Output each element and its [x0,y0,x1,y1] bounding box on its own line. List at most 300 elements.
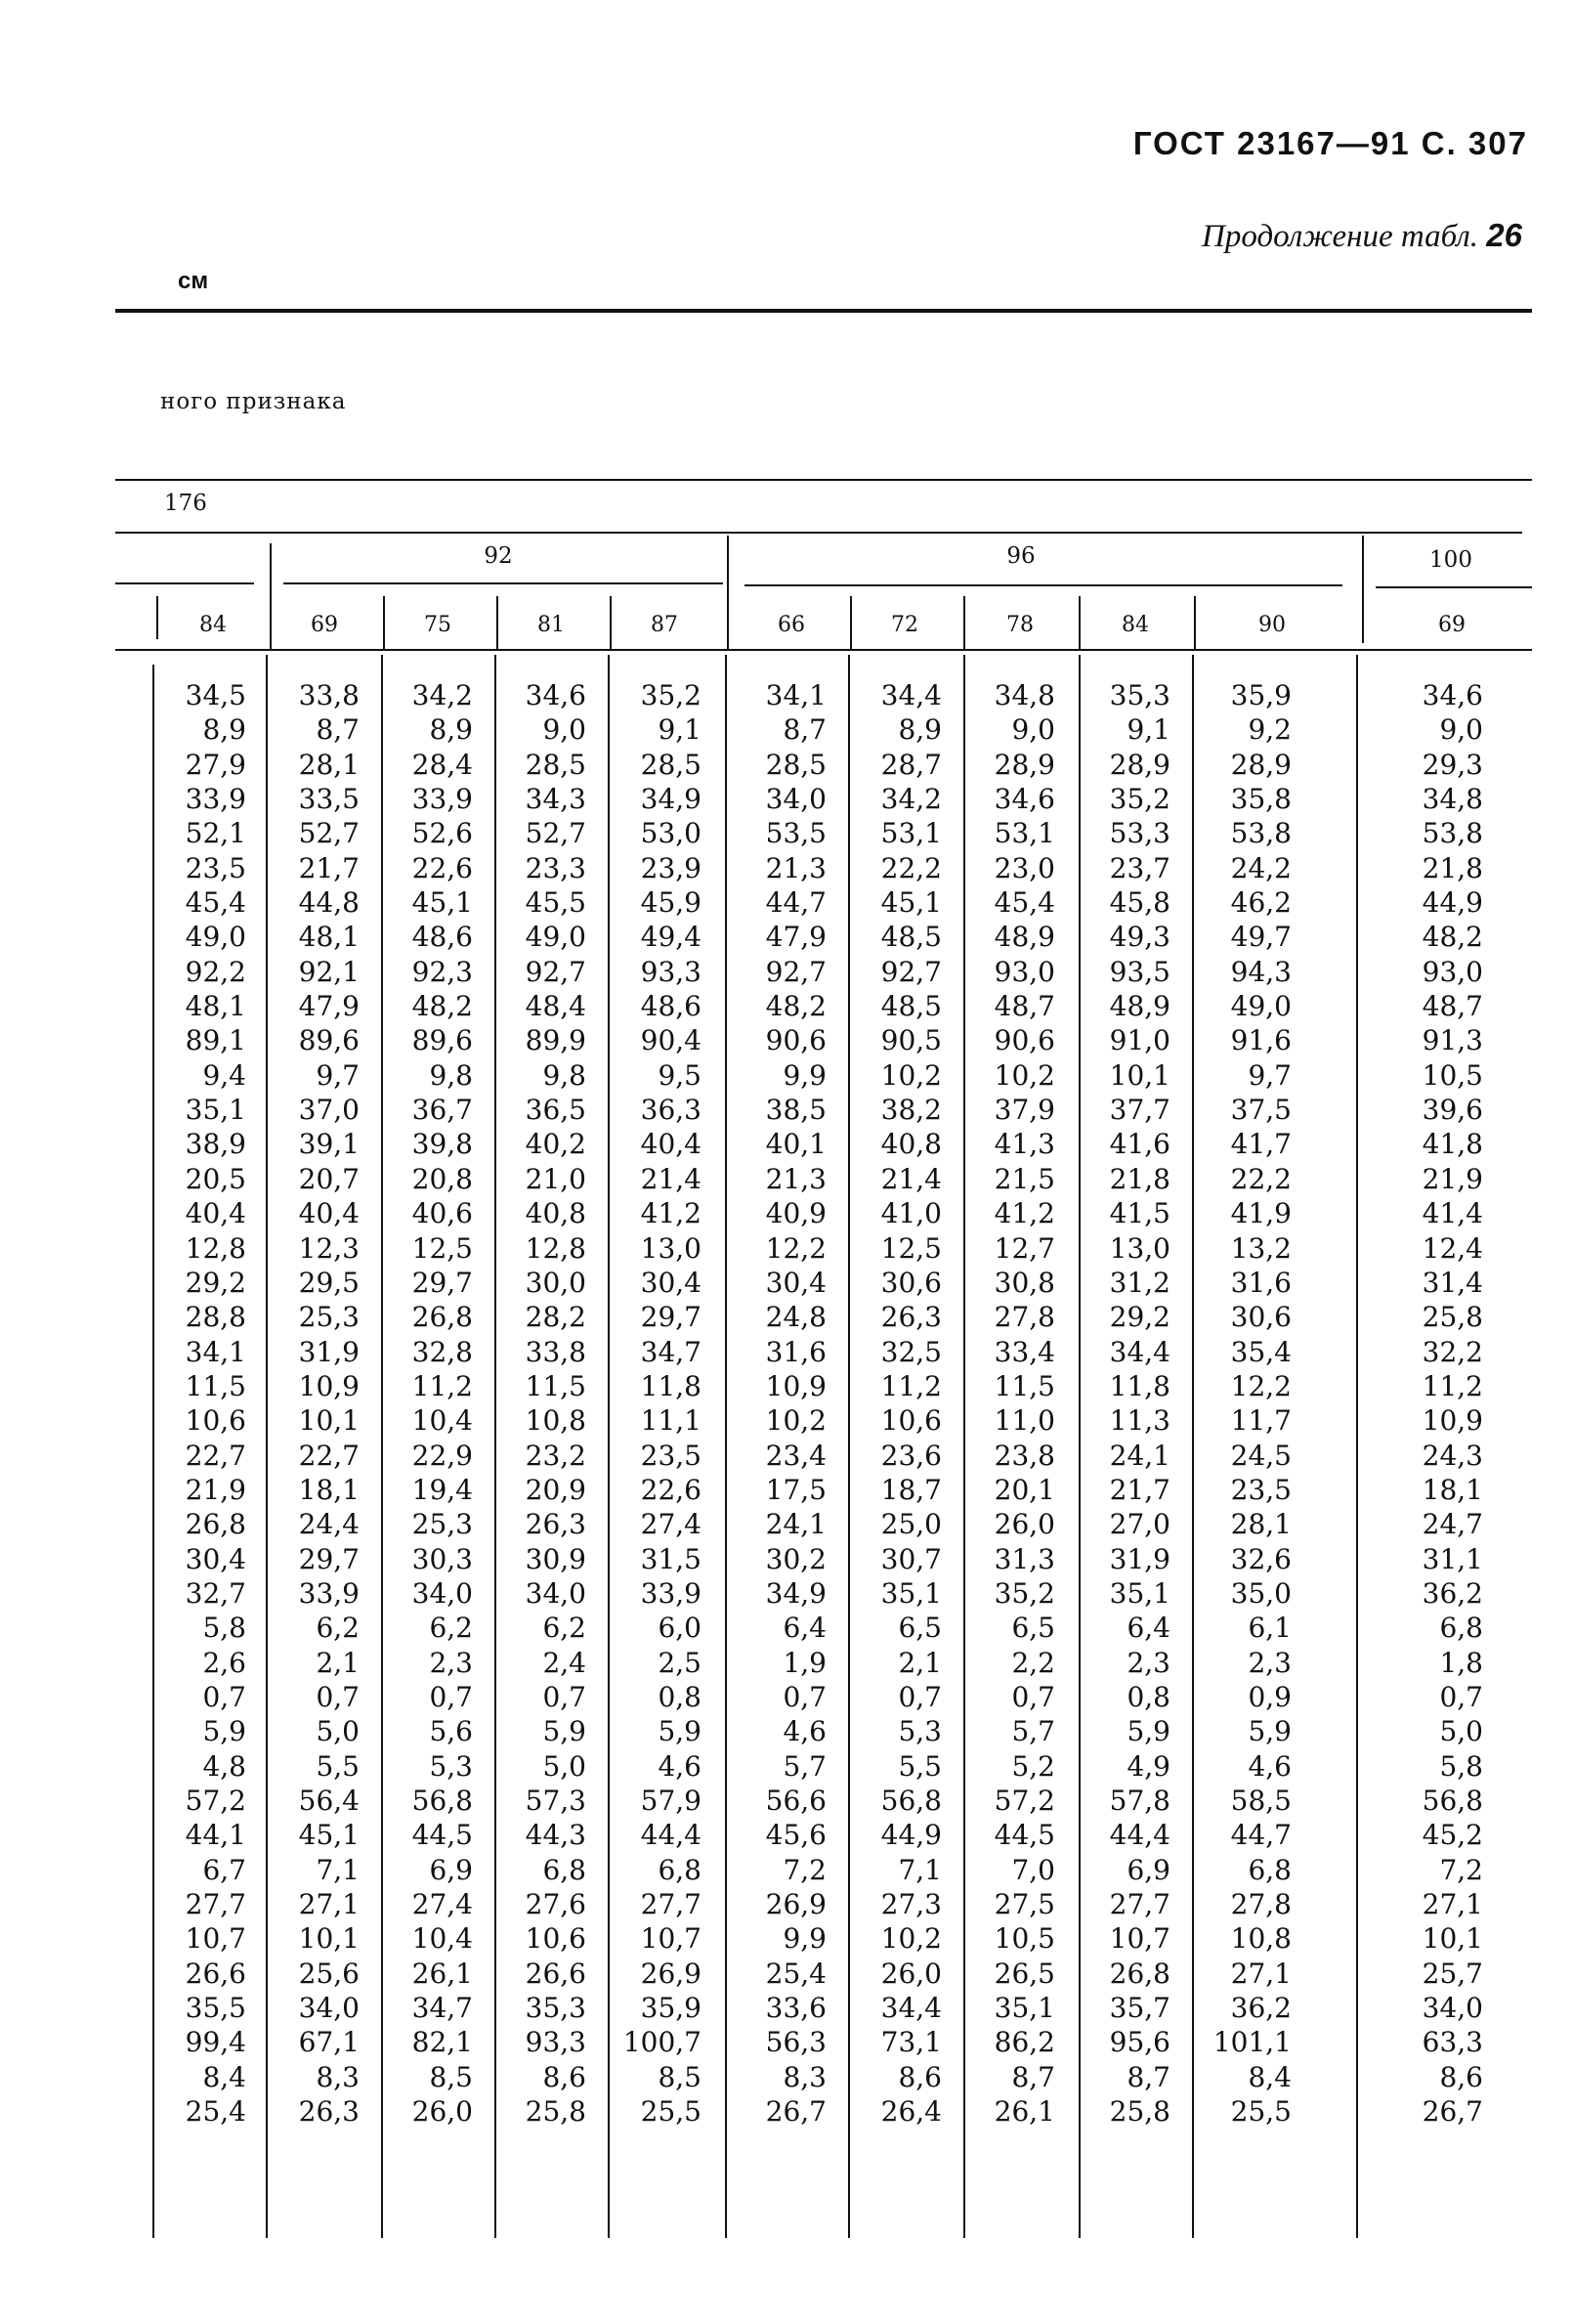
table-cell: 35,1 [185,1094,246,1127]
table-cell: 25,5 [640,2095,701,2129]
table-cell: 49,4 [640,921,701,954]
table-column [700,678,827,2129]
table-cell: 26,6 [185,1957,246,1990]
table-cell: 28,9 [994,748,1055,781]
table-cell: 6,2 [429,1612,473,1645]
table-cell: 26,0 [994,1508,1055,1541]
table-cell: 8,3 [316,2060,360,2093]
table-cell: 28,8 [185,1301,246,1334]
table-cell: 10,7 [185,1922,246,1956]
table-cell: 30,6 [880,1266,942,1299]
table-cell: 22,7 [185,1439,246,1472]
table-cell: 44,9 [880,1819,942,1852]
table-column [1165,678,1292,2129]
table-cell: 48,9 [994,921,1055,954]
table-cell: 8,3 [783,2060,827,2093]
table-cell: 8,7 [783,713,827,747]
header-divider [727,536,729,651]
table-cell: 57,8 [1109,1785,1170,1817]
table-cell: 22,6 [411,851,473,884]
table-cell: 48,1 [185,990,246,1023]
table-cell: 45,5 [525,886,586,920]
table-cell: 0,8 [1127,1680,1170,1713]
table-cell: 5,0 [316,1715,360,1748]
table-column [928,678,1055,2129]
table-cell: 5,2 [1011,1749,1055,1783]
table-cell: 34,0 [411,1576,473,1610]
table-continuation-caption [1202,217,1522,255]
table-cell: 31,3 [994,1542,1055,1575]
table-cell: 9,7 [316,1058,360,1092]
table-cell: 26,1 [994,2095,1055,2129]
table-cell: 10,6 [880,1404,942,1438]
table-cell: 12,7 [994,1231,1055,1265]
table-cell: 40,4 [185,1197,246,1230]
table-cell: 7,2 [1439,1853,1483,1886]
table-cell: 31,4 [1422,1266,1483,1299]
table-cell: 6,8 [542,1853,586,1886]
table-cell: 24,1 [765,1508,827,1541]
table-cell: 29,2 [185,1266,246,1299]
table-cell: 41,2 [640,1197,701,1230]
header-divider [1362,536,1364,643]
table-cell: 24,7 [1422,1508,1483,1541]
table-cell: 33,6 [765,1992,827,2025]
table-cell: 18,1 [1422,1473,1483,1506]
table-cell: 11,5 [994,1369,1055,1402]
table-cell: 44,7 [1230,1819,1292,1852]
table-cell: 11,5 [525,1369,586,1402]
table-cell: 6,1 [1248,1612,1292,1645]
table-cell: 25,0 [880,1508,942,1541]
table-cell: 56,8 [880,1785,942,1817]
table-cell: 30,8 [994,1266,1055,1299]
column-header: 90 [1258,613,1286,637]
table-cell: 5,9 [658,1715,701,1748]
table-cell: 56,6 [765,1785,827,1817]
table-cell: 35,5 [185,1992,246,2025]
table-cell: 10,4 [411,1922,473,1956]
table-cell: 40,4 [640,1128,701,1161]
table-column [574,678,701,2129]
rule-group-100 [1376,586,1532,588]
table-cell: 34,7 [640,1335,701,1368]
top-rule [115,309,1532,313]
rule-column-headers [115,649,1532,651]
table-cell: 24,4 [298,1508,360,1541]
table-cell: 25,7 [1422,1957,1483,1990]
table-cell: 10,2 [880,1922,942,1956]
table-cell: 92,3 [411,955,473,988]
table-cell: 2,3 [1248,1646,1292,1679]
table-cell: 20,1 [994,1473,1055,1506]
table-cell: 11,2 [880,1369,942,1402]
table-cell: 31,9 [1109,1542,1170,1575]
table-cell: 40,2 [525,1128,586,1161]
table-cell: 30,3 [411,1542,473,1575]
table-cell: 49,7 [1230,921,1292,954]
table-cell: 37,7 [1109,1094,1170,1127]
table-cell: 5,3 [898,1715,942,1748]
table-cell: 33,9 [411,783,473,816]
table-cell: 36,2 [1422,1576,1483,1610]
unit-label: см [178,268,209,294]
table-cell: 48,1 [298,921,360,954]
table-cell: 8,9 [202,713,246,747]
table-cell: 44,7 [765,886,827,920]
table-cell: 53,5 [765,817,827,850]
group-96: 96 [1006,543,1036,569]
table-cell: 1,8 [1439,1646,1483,1679]
table-cell: 40,4 [298,1197,360,1230]
table-cell: 2,1 [898,1646,942,1679]
table-cell: 6,5 [1011,1612,1055,1645]
table-cell: 86,2 [994,2026,1055,2059]
table-cell: 40,9 [765,1197,827,1230]
table-cell: 45,1 [880,886,942,920]
table-cell: 11,0 [994,1404,1055,1438]
table-cell: 27,4 [411,1888,473,1921]
table-cell: 52,1 [185,817,246,850]
table-cell: 53,1 [994,817,1055,850]
table-cell: 2,3 [429,1646,473,1679]
table-cell: 29,2 [1109,1301,1170,1334]
header-divider [1194,596,1196,651]
table-cell: 9,8 [542,1058,586,1092]
table-cell: 35,1 [1109,1576,1170,1610]
column-header: 81 [537,613,565,637]
table-cell: 34,4 [1109,1335,1170,1368]
table-cell: 5,9 [1127,1715,1170,1748]
table-cell: 11,5 [185,1369,246,1402]
table-cell: 90,4 [640,1024,701,1057]
table-cell: 34,4 [880,679,942,711]
table-cell: 34,2 [880,783,942,816]
table-cell: 25,3 [298,1301,360,1334]
table-cell: 27,1 [1422,1888,1483,1921]
table-cell: 8,9 [429,713,473,747]
column-header: 72 [891,613,918,637]
table-cell: 8,4 [202,2060,246,2093]
table-cell: 13,2 [1230,1231,1292,1265]
column-header: 87 [651,613,678,637]
table-cell: 35,2 [1109,783,1170,816]
table-cell: 2,6 [202,1646,246,1679]
table-cell: 93,5 [1109,955,1170,988]
table-cell: 26,3 [880,1301,942,1334]
table-cell: 35,9 [640,1992,701,2025]
column-header: 69 [1438,613,1466,637]
table-cell: 20,8 [411,1162,473,1195]
table-cell: 32,6 [1230,1542,1292,1575]
table-cell: 91,6 [1230,1024,1292,1057]
table-cell: 48,4 [525,990,586,1023]
table-cell: 26,7 [765,2095,827,2129]
table-cell: 35,4 [1230,1335,1292,1368]
table-cell: 57,2 [185,1785,246,1817]
table-cell: 33,9 [298,1576,360,1610]
table-cell: 12,3 [298,1231,360,1265]
table-cell: 40,1 [765,1128,827,1161]
table-cell: 99,4 [185,2026,246,2059]
table-cell: 44,8 [298,886,360,920]
header-divider [963,596,965,651]
table-cell: 23,3 [525,851,586,884]
table-cell: 6,8 [658,1853,701,1886]
document-header-gost: ГОСТ 23167—91 С. 307 [1132,125,1528,161]
table-cell: 35,2 [994,1576,1055,1610]
table-cell: 35,2 [640,679,701,711]
table-cell: 34,0 [765,783,827,816]
table-cell: 27,0 [1109,1508,1170,1541]
table-cell: 40,8 [880,1128,942,1161]
table-cell: 31,6 [1230,1266,1292,1299]
table-cell: 89,1 [185,1024,246,1057]
table-cell: 23,0 [994,851,1055,884]
table-cell: 0,7 [898,1680,942,1713]
table-cell: 4,6 [783,1715,827,1748]
table-cell: 34,2 [411,679,473,711]
table-cell: 21,0 [525,1162,586,1195]
table-cell: 4,8 [202,1749,246,1783]
table-cell: 27,7 [1109,1888,1170,1921]
table-cell: 101,1 [1212,2026,1292,2059]
table-cell: 56,8 [411,1785,473,1817]
table-cell: 12,4 [1422,1231,1483,1265]
table-cell: 30,2 [765,1542,827,1575]
table-cell: 48,9 [1109,990,1170,1023]
table-cell: 28,7 [880,748,942,781]
table-cell: 31,6 [765,1335,827,1368]
table-cell: 23,5 [1230,1473,1292,1506]
table-cell: 92,7 [765,955,827,988]
table-cell: 2,1 [316,1646,360,1679]
table-cell: 44,1 [185,1819,246,1852]
header-divider [1079,596,1081,651]
table-cell: 25,8 [525,2095,586,2129]
table-cell: 0,7 [542,1680,586,1713]
table-cell: 5,8 [1439,1749,1483,1783]
table-cell: 6,8 [1439,1612,1483,1645]
table-cell: 24,2 [1230,851,1292,884]
table-cell: 35,1 [880,1576,942,1610]
table-cell: 93,3 [525,2026,586,2059]
table-cell: 35,8 [1230,783,1292,816]
header-divider [156,596,158,639]
table-cell: 5,3 [429,1749,473,1783]
table-cell: 19,4 [411,1473,473,1506]
table-cell: 10,1 [1422,1922,1483,1956]
table-cell: 8,7 [1127,2060,1170,2093]
table-cell: 38,2 [880,1094,942,1127]
table-cell: 23,4 [765,1439,827,1472]
table-cell: 5,7 [1011,1715,1055,1748]
table-cell: 23,5 [185,851,246,884]
table-cell: 26,7 [1422,2095,1483,2129]
table-cell: 49,0 [185,921,246,954]
table-cell: 28,1 [298,748,360,781]
table-cell: 92,7 [880,955,942,988]
table-cell: 27,5 [994,1888,1055,1921]
table-cell: 53,1 [880,817,942,850]
table-column [119,678,246,2129]
table-cell: 23,8 [994,1439,1055,1472]
table-cell: 29,7 [640,1301,701,1334]
table-cell: 36,2 [1230,1992,1292,2025]
table-cell: 34,6 [994,783,1055,816]
table-cell: 31,1 [1422,1542,1483,1575]
table-cell: 21,7 [1109,1473,1170,1506]
table-cell: 21,4 [640,1162,701,1195]
table-cell: 41,4 [1422,1197,1483,1230]
table-cell: 34,3 [525,783,586,816]
table-cell: 89,9 [525,1024,586,1057]
table-cell: 7,2 [783,1853,827,1886]
table-cell: 41,8 [1422,1128,1483,1161]
table-cell: 26,6 [525,1957,586,1990]
table-cell: 92,7 [525,955,586,988]
table-cell: 21,3 [765,851,827,884]
table-cell: 11,7 [1230,1404,1292,1438]
table-cell: 28,9 [1109,748,1170,781]
table-cell: 13,0 [640,1231,701,1265]
table-cell: 41,6 [1109,1128,1170,1161]
table-cell: 33,8 [525,1335,586,1368]
table-cell: 8,6 [1439,2060,1483,2093]
table-cell: 32,2 [1422,1335,1483,1368]
table-cell: 34,7 [411,1992,473,2025]
table-cell: 23,7 [1109,851,1170,884]
table-cell: 10,4 [411,1404,473,1438]
table-cell: 90,6 [765,1024,827,1057]
table-cell: 5,8 [202,1612,246,1645]
table-cell: 30,4 [765,1266,827,1299]
table-cell: 91,3 [1422,1024,1483,1057]
table-cell: 25,3 [411,1508,473,1541]
table-cell: 48,5 [880,990,942,1023]
table-cell: 21,7 [298,851,360,884]
table-cell: 10,7 [640,1922,701,1956]
table-cell: 0,7 [1439,1680,1483,1713]
table-cell: 18,7 [880,1473,942,1506]
table-cell: 12,8 [185,1231,246,1265]
table-cell: 34,1 [765,679,827,711]
table-cell: 41,5 [1109,1197,1170,1230]
table-cell: 33,9 [640,1576,701,1610]
table-column [233,678,360,2129]
table-cell: 57,3 [525,1785,586,1817]
table-cell: 24,3 [1422,1439,1483,1472]
table-cell: 26,5 [994,1957,1055,1990]
header-divider [496,596,498,651]
table-cell: 17,5 [765,1473,827,1506]
table-cell: 35,3 [1109,679,1170,711]
table-cell: 10,5 [1422,1058,1483,1092]
table-column [1043,678,1170,2129]
table-cell: 45,9 [640,886,701,920]
table-cell: 5,0 [1439,1715,1483,1748]
table-cell: 34,0 [298,1992,360,2025]
table-cell: 22,9 [411,1439,473,1472]
column-header: 78 [1006,613,1034,637]
header-divider [270,543,272,651]
table-cell: 10,1 [1109,1058,1170,1092]
table-cell: 6,5 [898,1612,942,1645]
table-cell: 4,9 [1127,1749,1170,1783]
table-cell: 33,4 [994,1335,1055,1368]
table-cell: 29,5 [298,1266,360,1299]
table-cell: 21,8 [1109,1162,1170,1195]
rule-group-left [115,582,254,584]
column-header: 66 [778,613,805,637]
table-cell: 10,2 [765,1404,827,1438]
table-cell: 25,5 [1230,2095,1292,2129]
table-cell: 7,0 [1011,1853,1055,1886]
table-cell: 6,4 [783,1612,827,1645]
table-cell: 56,4 [298,1785,360,1817]
table-cell: 25,4 [765,1957,827,1990]
table-cell: 34,4 [880,1992,942,2025]
table-cell: 30,6 [1230,1301,1292,1334]
table-cell: 45,1 [298,1819,360,1852]
table-cell: 25,8 [1109,2095,1170,2129]
table-cell: 27,7 [185,1888,246,1921]
table-cell: 20,5 [185,1162,246,1195]
table-cell: 34,0 [525,1576,586,1610]
table-cell: 20,7 [298,1162,360,1195]
table-cell: 57,2 [994,1785,1055,1817]
table-cell: 6,7 [202,1853,246,1886]
table-cell: 26,8 [1109,1957,1170,1990]
table-cell: 94,3 [1230,955,1292,988]
table-cell: 38,9 [185,1128,246,1161]
table-cell: 5,9 [542,1715,586,1748]
table-cell: 35,9 [1230,679,1292,711]
table-cell: 91,0 [1109,1024,1170,1057]
table-cell: 6,0 [658,1612,701,1645]
table-cell: 11,8 [640,1369,701,1402]
table-cell: 8,5 [658,2060,701,2093]
table-cell: 0,9 [1248,1680,1292,1713]
header-divider [383,596,385,651]
table-cell: 10,9 [298,1369,360,1402]
table-cell: 22,7 [298,1439,360,1472]
column-header: 84 [199,613,227,637]
table-cell: 34,6 [1422,679,1483,711]
table-cell: 73,1 [880,2026,942,2059]
table-cell: 33,5 [298,783,360,816]
table-cell: 23,9 [640,851,701,884]
table-cell: 5,6 [429,1715,473,1748]
table-cell: 6,4 [1127,1612,1170,1645]
table-cell: 9,2 [1248,713,1292,747]
table-cell: 9,0 [1011,713,1055,747]
table-cell: 44,9 [1422,886,1483,920]
table-cell: 4,6 [658,1749,701,1783]
table-cell: 25,8 [1422,1301,1483,1334]
table-cell: 45,4 [994,886,1055,920]
table-cell: 10,5 [994,1922,1055,1956]
table-cell: 41,0 [880,1197,942,1230]
table-cell: 52,6 [411,817,473,850]
table-cell: 27,8 [994,1301,1055,1334]
table-cell: 39,6 [1422,1094,1483,1127]
table-cell: 35,7 [1109,1992,1170,2025]
table-cell: 90,6 [994,1024,1055,1057]
table-cell: 35,0 [1230,1576,1292,1610]
table-cell: 48,7 [994,990,1055,1023]
table-cell: 53,3 [1109,817,1170,850]
